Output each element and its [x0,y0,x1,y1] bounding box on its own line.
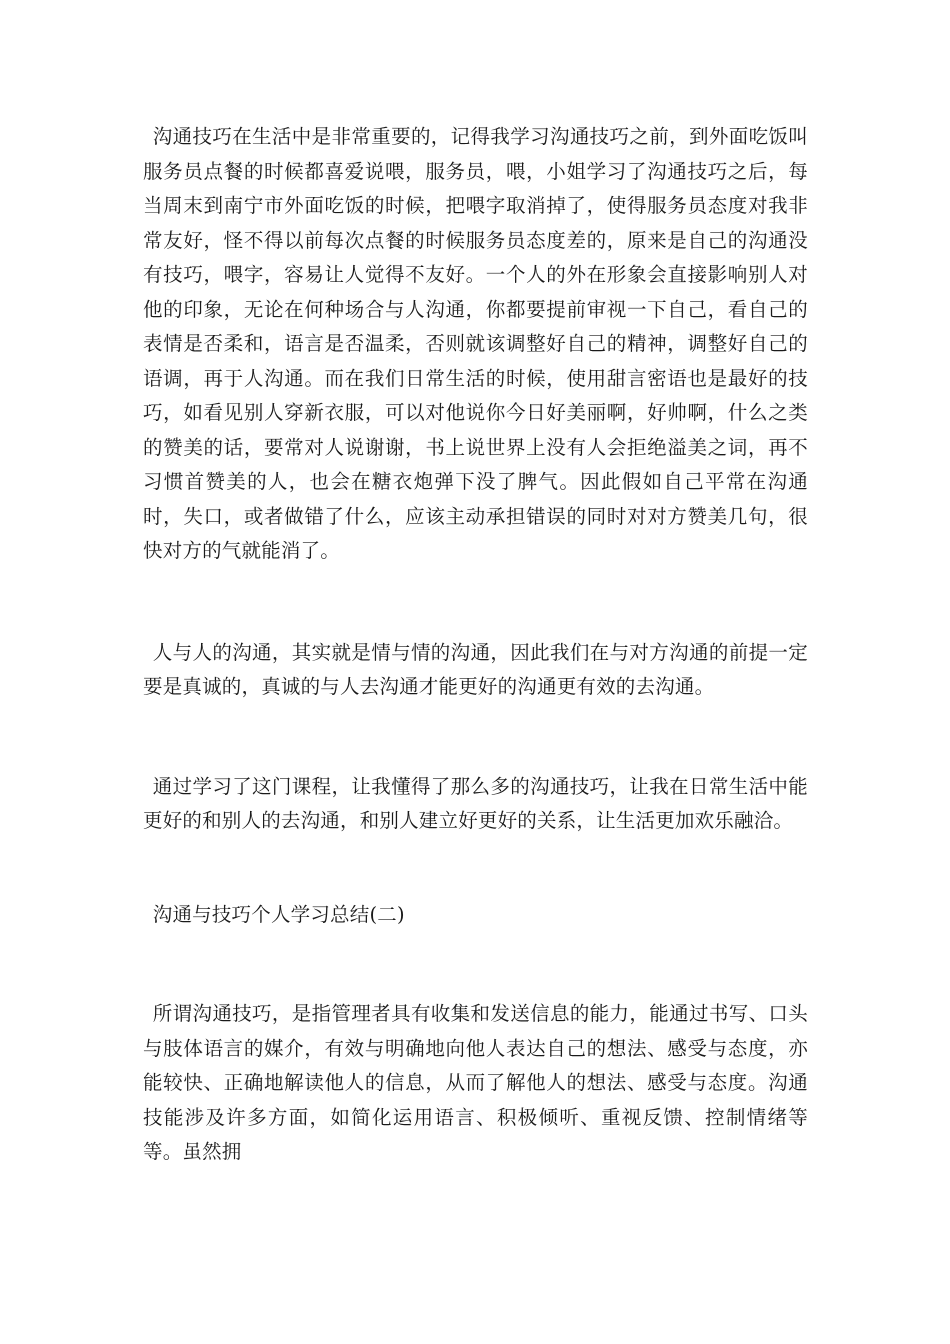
paragraph-communication-importance: 沟通技巧在生活中是非常重要的，记得我学习沟通技巧之前，到外面吃饭叫服务员点餐的时候都喜爱说喂，服务员，喂，小姐学习了沟通技巧之后，每当周末到南宁市外面吃饭的时候，把喂字取消掉了，使得服务员态度对我非常友好，怪不得以前每次点餐的时候服务员态度差的，原来是自己的沟通没有技巧，喂字，容易让人觉得不友好。一个人的外在形象会直接影响别人对他的印象，无论在何种场合与人沟通，你都要提前审视一下自己，看自己的表情是否柔和，语言是否温柔，否则就该调整好自己的精神，调整好自己的语调，再于人沟通。而在我们日常生活的时候，使用甜言密语也是最好的技巧，如看见别人穿新衣服，可以对他说你今日好美丽啊，好帅啊，什么之类的赞美的话，要常对人说谢谢，书上说世界上没有人会拒绝溢美之词，再不习惯首赞美的人，也会在糖衣炮弹下没了脾气。因此假如自己平常在沟通时，失口，或者做错了什么，应该主动承担错误的同时对对方赞美几句，很快对方的气就能消了。 [143,125,808,562]
paragraph-sincerity: 人与人的沟通，其实就是情与情的沟通，因此我们在与对方沟通的前提一定要是真诚的，真诚的与人去沟通才能更好的沟通更有效的去沟通。 [143,640,808,698]
paragraph-definition: 所谓沟通技巧，是指管理者具有收集和发送信息的能力，能通过书写、口头与肢体语言的媒介，有效与明确地向他人表达自己的想法、感受与态度，亦能较快、正确地解读他人的信息，从而了解他人的想法、感受与态度。沟通技能涉及许多方面，如简化运用语言、积极倾听、重视反馈、控制情绪等等。虽然拥 [143,1002,808,1163]
paragraph-course-summary: 通过学习了这门课程，让我懂得了那么多的沟通技巧，让我在日常生活中能更好的和别人的去沟通，和别人建立好更好的关系，让生活更加欢乐融洽。 [143,774,808,832]
document-body [143,120,808,1170]
section-title: 沟通与技巧个人学习总结(二) [152,902,405,926]
